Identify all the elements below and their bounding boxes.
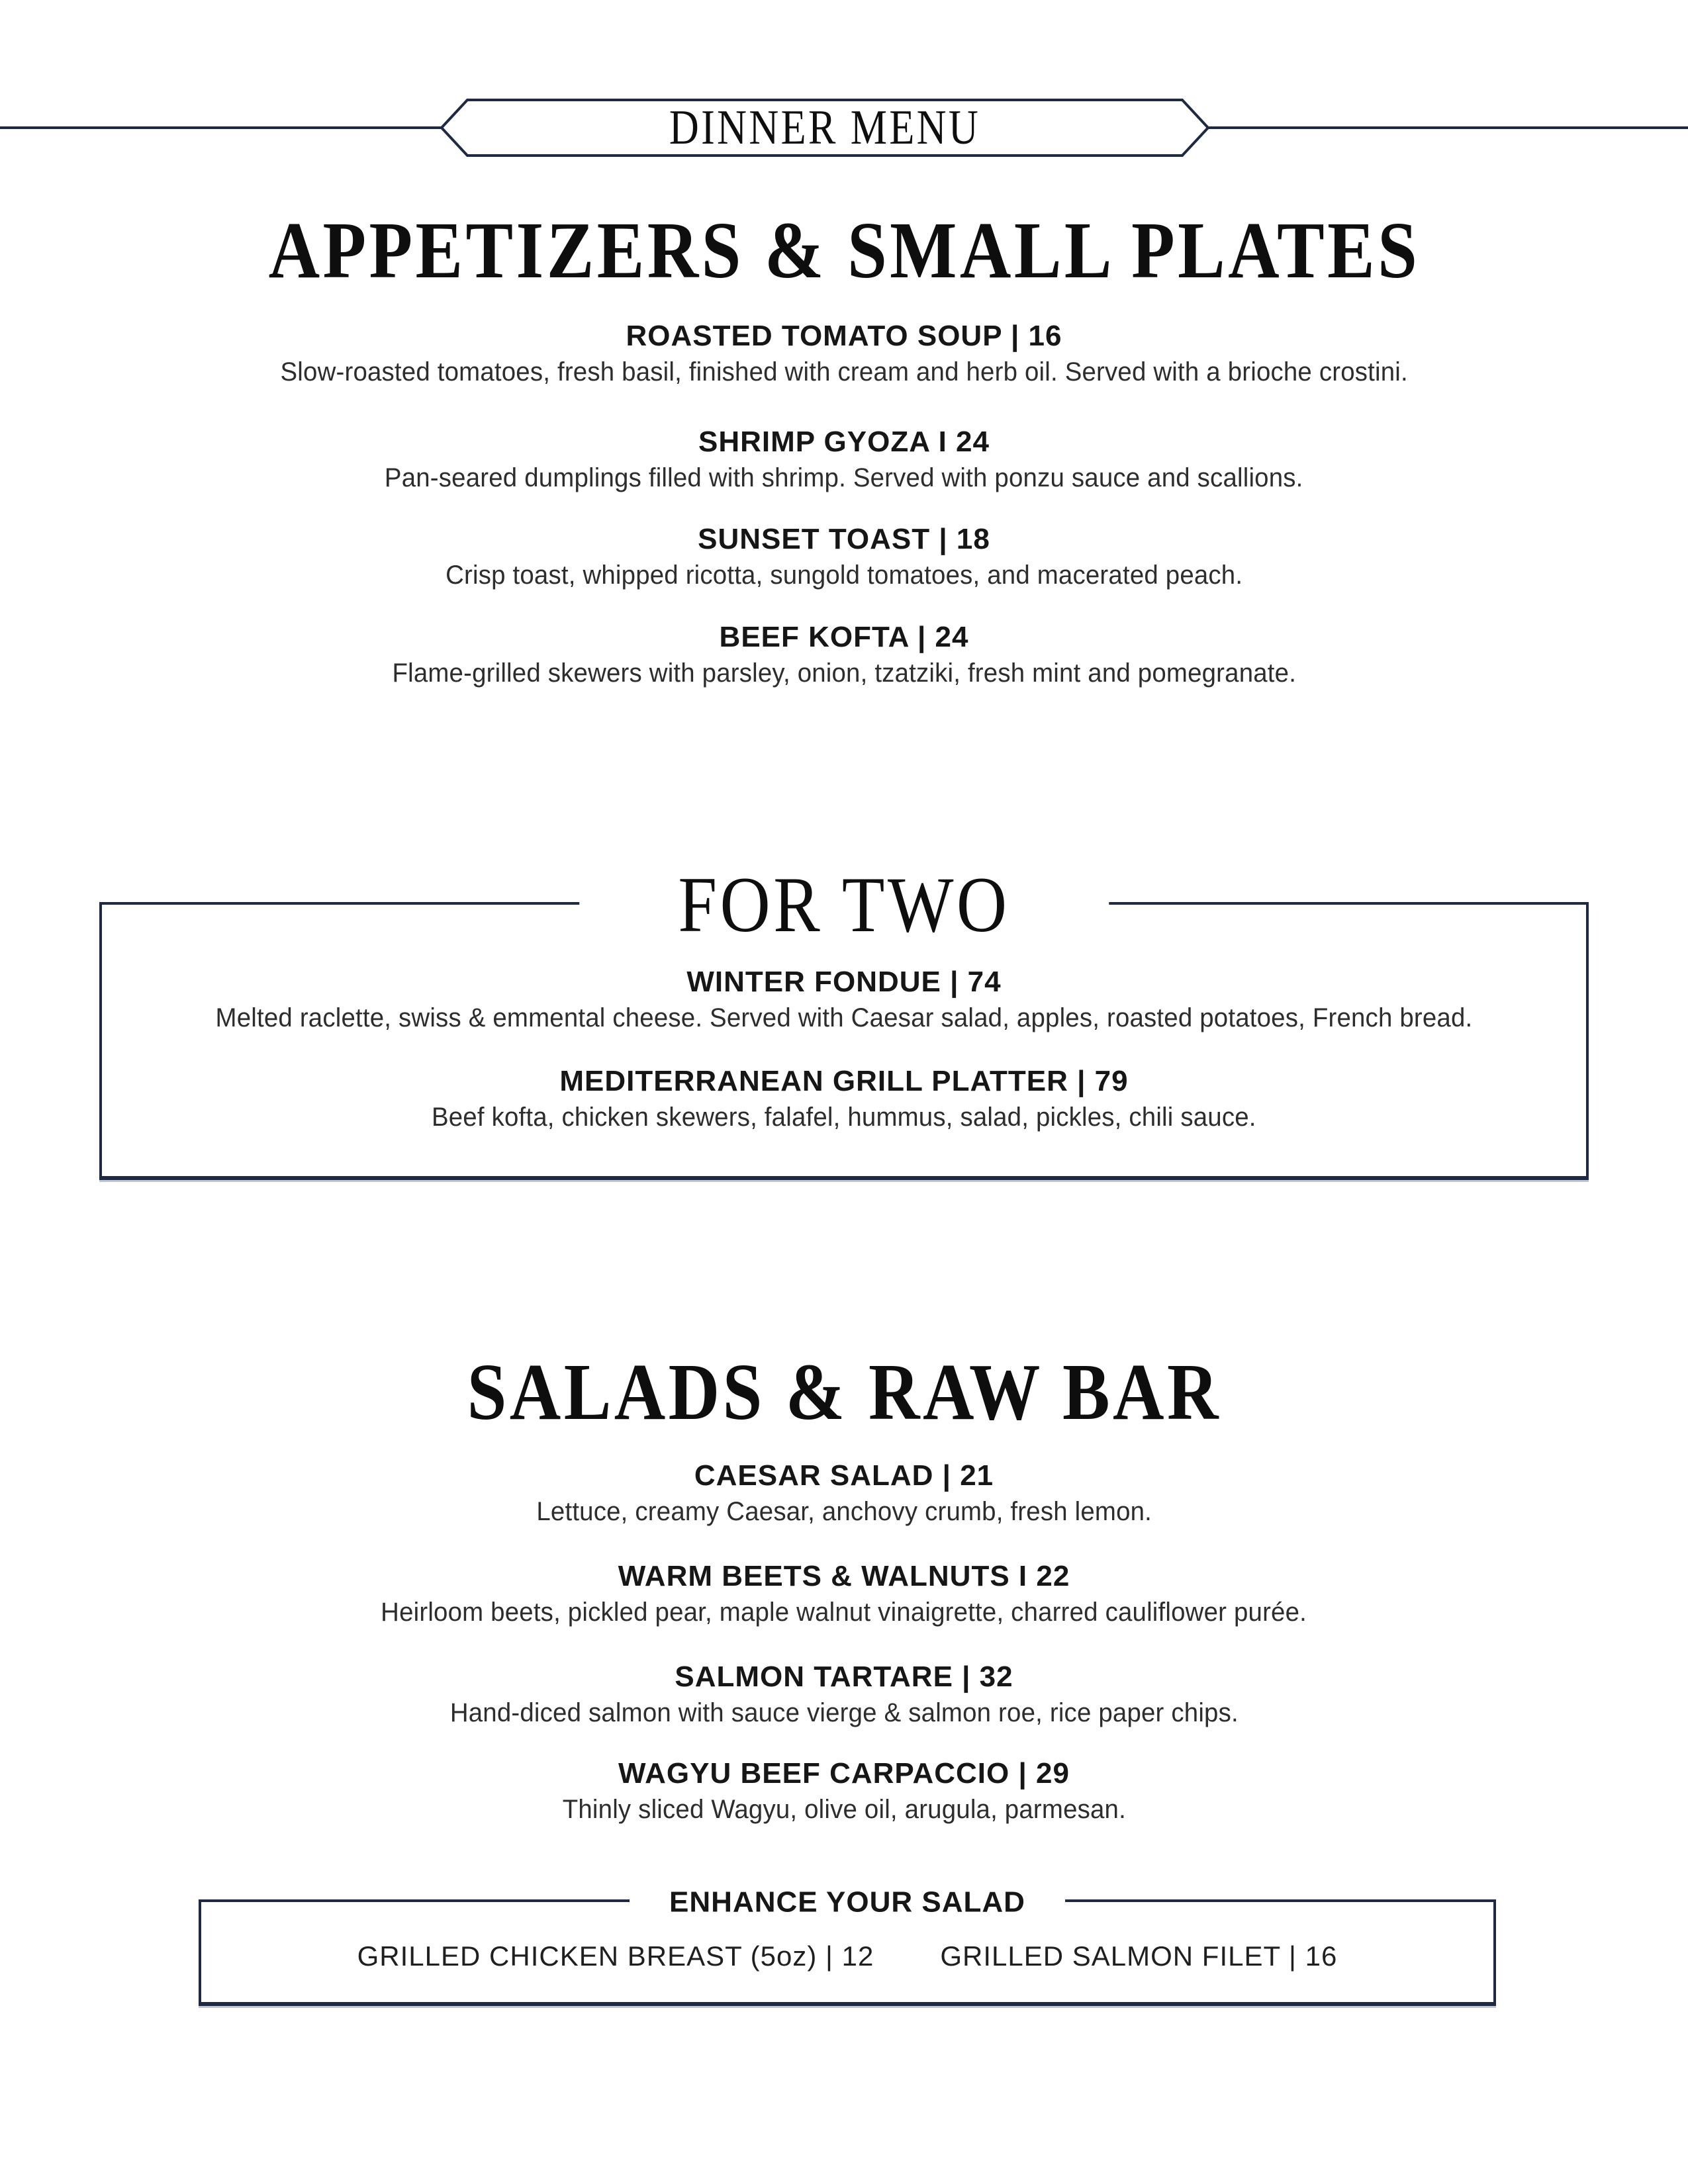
addon-item: GRILLED CHICKEN BREAST (5oz) | 12 <box>357 1940 874 1972</box>
section-title-for-two: FOR TWO <box>579 861 1109 948</box>
item-name: SHRIMP GYOZA I 24 <box>698 426 990 458</box>
banner-title <box>639 98 1010 158</box>
item-description: Crisp toast, whipped ricotta, sungold tomatoes, and macerated peach. <box>445 560 1243 590</box>
item-description: Lettuce, creamy Caesar, anchovy crumb, fresh lemon. <box>536 1496 1152 1526</box>
addon-item: GRILLED SALMON FILET | 16 <box>940 1940 1338 1972</box>
item-name: WAGYU BEEF CARPACCIO | 29 <box>618 1757 1070 1790</box>
item-description: Flame-grilled skewers with parsley, onion, tzatziki, fresh mint and pomegranate. <box>392 658 1296 688</box>
item-description: Heirloom beets, pickled pear, maple walnut vinaigrette, charred cauliflower purée. <box>381 1597 1307 1627</box>
item-name: WINTER FONDUE | 74 <box>686 966 1002 998</box>
section-title-salads: SALADS & RAW BAR <box>467 1347 1221 1437</box>
for-two-box <box>99 860 1589 1180</box>
section-title-appetizers: APPETIZERS & SMALL PLATES <box>268 206 1420 295</box>
menu-item <box>0 620 1688 689</box>
item-description: Hand-diced salmon with sauce vierge & salmon roe, rice paper chips. <box>449 1698 1239 1727</box>
menu-item <box>0 1064 1688 1133</box>
item-name: SALMON TARTARE | 32 <box>675 1661 1013 1693</box>
item-description: Pan-seared dumplings filled with shrimp. Served with ponzu sauce and scallions. <box>385 463 1303 492</box>
menu-item <box>0 965 1688 1034</box>
item-name: SUNSET TOAST | 18 <box>698 523 990 555</box>
item-name: ROASTED TOMATO SOUP | 16 <box>626 320 1062 352</box>
item-description: Thinly sliced Wagyu, olive oil, arugula, parmesan. <box>562 1794 1126 1824</box>
menu-item <box>0 1660 1688 1729</box>
menu-item <box>0 1459 1688 1527</box>
menu-item <box>0 1756 1688 1825</box>
addon-row <box>201 1940 1493 1972</box>
menu-item <box>0 425 1688 494</box>
menu-item <box>0 522 1688 591</box>
menu-item <box>0 319 1688 388</box>
item-name: BEEF KOFTA | 24 <box>719 621 969 653</box>
banner-title-text: DINNER MENU <box>669 100 981 155</box>
section-title-enhance: ENHANCE YOUR SALAD <box>630 1884 1065 1921</box>
item-description: Beef kofta, chicken skewers, falafel, hummus, salad, pickles, chili sauce. <box>432 1102 1256 1132</box>
banner <box>0 98 1688 158</box>
enhance-salad-box <box>199 1886 1496 2006</box>
item-description: Slow-roasted tomatoes, fresh basil, finished with cream and herb oil. Served with a brioche crostini. <box>280 357 1408 387</box>
item-name: WARM BEETS & WALNUTS I 22 <box>618 1560 1070 1592</box>
menu-item <box>0 1559 1688 1628</box>
item-name: CAESAR SALAD | 21 <box>694 1459 994 1492</box>
item-description: Melted raclette, swiss & emmental cheese. Served with Caesar salad, apples, roasted potatoes, French bread. <box>215 1003 1473 1032</box>
item-name: MEDITERRANEAN GRILL PLATTER | 79 <box>559 1065 1129 1097</box>
